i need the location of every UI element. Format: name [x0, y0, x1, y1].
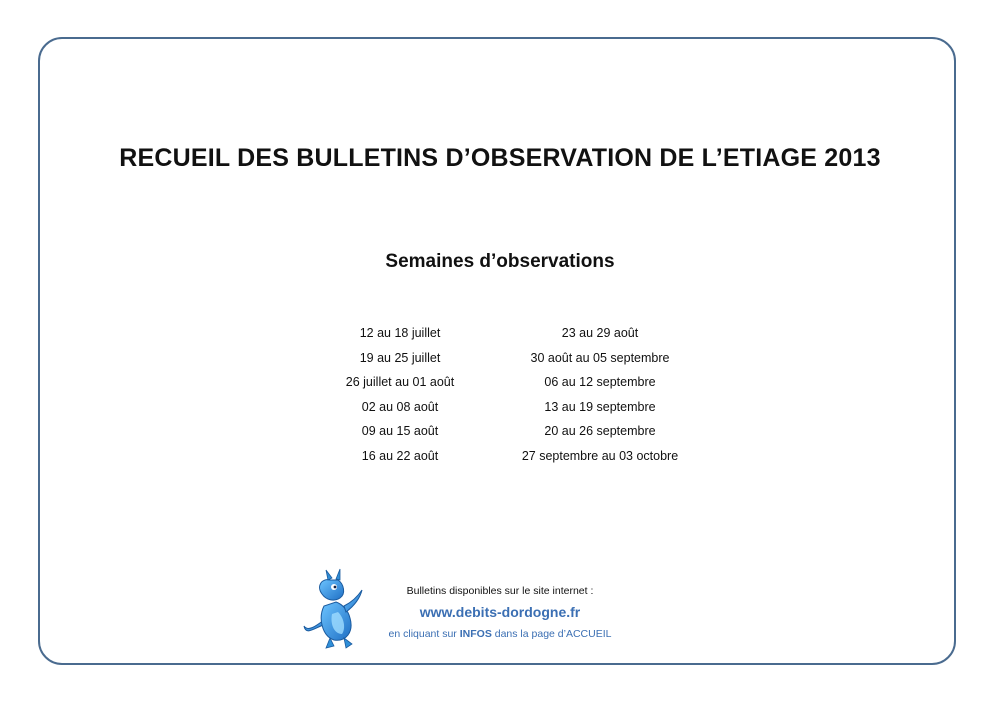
page-title: RECUEIL DES BULLETINS D’OBSERVATION DE L’ETIAGE 2013 [119, 144, 881, 172]
weeks-column-right [500, 323, 700, 471]
week-item: 30 août au 05 septembre [530, 350, 670, 365]
weeks-column-left [300, 323, 500, 471]
week-item: 23 au 29 août [561, 326, 639, 340]
footer-instructions [360, 628, 640, 640]
blue-dragon-mascot-icon [300, 566, 366, 650]
week-item: 06 au 12 septembre [544, 375, 656, 390]
week-item: 02 au 08 août [361, 399, 439, 414]
week-item: 26 juillet au 01 août [345, 375, 455, 390]
week-item: 16 au 22 août [361, 448, 439, 463]
week-item: 12 au 18 juillet [359, 326, 441, 340]
week-item: 20 au 26 septembre [544, 424, 656, 439]
week-item: 27 septembre au 03 octobre [521, 448, 679, 463]
section-subtitle: Semaines d’observations [385, 251, 615, 272]
instructions-prefix: en cliquant sur [388, 628, 460, 640]
infos-keyword: INFOS [459, 628, 492, 640]
week-item: 19 au 25 juillet [359, 350, 441, 365]
week-item: 09 au 15 août [361, 424, 439, 439]
instructions-suffix: dans la page d’ACCUEIL [491, 628, 612, 640]
footer-availability-text: Bulletins disponibles sur le site internet : [406, 585, 594, 597]
week-item: 13 au 19 septembre [544, 399, 656, 414]
website-link[interactable]: www.debits-dordogne.fr [419, 604, 581, 620]
